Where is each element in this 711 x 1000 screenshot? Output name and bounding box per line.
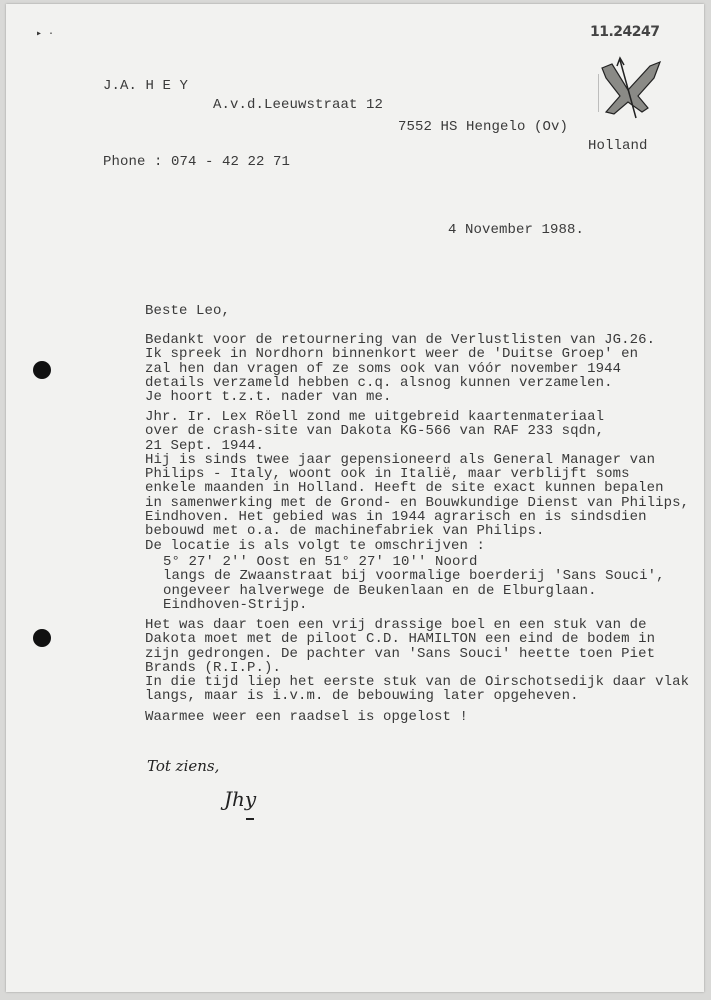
paragraph-1 (145, 333, 655, 404)
handwritten-signature: Jhy (224, 787, 257, 811)
text-line: langs, maar is i.v.m. de bebouwing later opgeheven. (145, 688, 579, 705)
salutation: Beste Leo, (145, 303, 231, 319)
text-line: Dakota moet met de piloot C.D. HAMILTON een eind de bodem in (145, 631, 656, 648)
text-line: In die tijd liep het eerste stuk van de Oirschotsedijk daar vlak (145, 674, 690, 691)
handwritten-closing: Tot ziens, (147, 757, 220, 775)
text-line: enkele maanden in Holland. Heeft de site exact kunnen bepalen (145, 480, 664, 497)
text-line: Je hoort t.z.t. nader van me. (145, 389, 392, 406)
sender-name: J.A. H E Y (103, 78, 189, 94)
text-line: over de crash-site van Dakota KG-566 van RAF 233 sqdn, (145, 423, 605, 440)
text-line: zal hen dan vragen of ze soms ook van vóór november 1944 (145, 360, 622, 377)
text-line: langs de Zwaanstraat bij voormalige boerderij 'Sans Souci', (163, 568, 665, 585)
text-line: ongeveer halverwege de Beukenlaan en de Elburglaan. (163, 582, 597, 599)
sender-country: Holland (588, 138, 648, 154)
signature-dash (246, 818, 254, 820)
letter-date: 4 November 1988. (448, 222, 585, 238)
location-description (163, 555, 665, 612)
punch-hole (33, 629, 51, 647)
sender-street: A.v.d.Leeuwstraat 12 (213, 97, 384, 113)
bird-with-arrow-logo-icon (598, 56, 664, 122)
closing-line: Waarmee weer een raadsel is opgelost ! (145, 709, 469, 725)
paragraph-2 (145, 410, 689, 553)
sender-city: 7552 HS Hengelo (Ov) (398, 119, 569, 135)
text-line: 21 Sept. 1944. (145, 437, 265, 454)
text-line: details verzameld hebben c.q. alsnog kunnen verzamelen. (145, 374, 613, 391)
archive-number: 11.24247 (590, 24, 660, 40)
text-line: Ik spreek in Nordhorn binnenkort weer de 'Duitse Groep' en (145, 346, 639, 363)
text-line: Philips - Italy, woont ook in Italië, maar verblijft soms (145, 466, 630, 483)
text-line: bebouwd met o.a. de machinefabriek van Philips. (145, 523, 545, 540)
text-line: Eindhoven-Strijp. (163, 596, 308, 613)
text-line: Eindhoven. Het gebied was in 1944 agrarisch en is sindsdien (145, 509, 647, 526)
coordinates-line: 5° 27' 2'' Oost en 51° 27' 10'' Noord (163, 554, 478, 570)
text-line: Hij is sinds twee jaar gepensioneerd als General Manager van (145, 451, 656, 468)
sender-phone: Phone : 074 - 42 22 71 (103, 154, 291, 170)
paragraph-3 (145, 618, 689, 704)
text-line: Het was daar toen een vrij drassige boel en een stuk van de (145, 617, 647, 633)
corner-mark: ▸ · (36, 29, 55, 40)
text-line: Bedankt voor de retournering van de Verlustlisten van JG.26. (145, 332, 656, 348)
text-line: De locatie is als volgt te omschrijven : (145, 537, 486, 554)
punch-hole (33, 361, 51, 379)
text-line: Brands (R.I.P.). (145, 659, 282, 676)
text-line: zijn gedrongen. De pachter van 'Sans Souci' heette toen Piet (145, 645, 656, 662)
text-line: in samenwerking met de Grond- en Bouwkundige Dienst van Philips, (145, 494, 690, 511)
text-line: Jhr. Ir. Lex Röell zond me uitgebreid kaartenmateriaal (145, 409, 605, 425)
